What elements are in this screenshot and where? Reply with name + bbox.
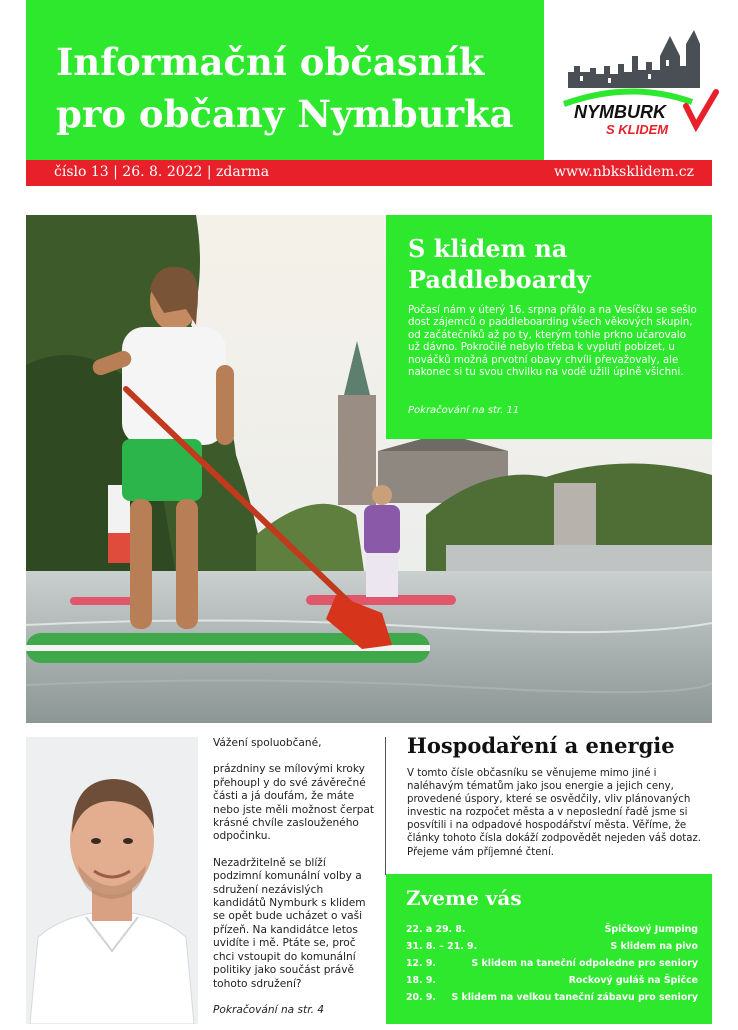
event-date: 20. 9.: [406, 992, 436, 1003]
feature-body: Počasí nám v úterý 16. srpna přálo a na Vesíčku se sešlo dost zájemců o paddleboarding všech věkových skupin, od začátečníků až po ty, kterým tohle prkno učarovalo už dávno. Pokročilé nebylo třeba k vyplutí pobízet, u nováčků možná prvotní obavy chvíli převažovaly, ale nakonec si tu svou chvilku na vodě užili úplně všichni.: [408, 305, 697, 379]
portrait-photo: [26, 737, 198, 1024]
feature-title-line1: S klidem na: [408, 234, 568, 263]
letter-paragraph-2: Nezadržitelně se blíží podzimní komunální volby a sdružení nezávislých kandidátů Nymburk s klidem se opět bude ucházet o vaši přízeň. Na kandidátce letos uvidíte i mě. Ptáte se, proč chci vstoupit do komunální politiky jako součást právě tohoto sdružení?: [213, 856, 366, 990]
event-name: S klidem na velkou taneční zábavu pro seniory: [451, 992, 698, 1003]
column-divider: [385, 737, 386, 875]
letter-paragraph-1: prázdniny se mílovými kroky přehoupl y do své závěrečné části a já doufám, že máte nebo jste měli možnost čerpat krásné chvíle zaslouženého odpočinku.: [213, 763, 375, 843]
logo-word-2: S KLIDEM: [606, 122, 669, 137]
author-portrait: [26, 737, 198, 1024]
events-box: [386, 874, 712, 1024]
letter-greeting: Vážení spoluobčané,: [213, 737, 322, 749]
event-row[interactable]: [406, 924, 698, 940]
event-date: 31. 8. – 21. 9.: [406, 941, 478, 952]
editor-letter: [213, 737, 375, 1030]
nymburk-s-klidem-logo: [560, 26, 720, 146]
issue-info: číslo 13 | 26. 8. 2022 | zdarma: [54, 164, 270, 180]
website-link[interactable]: www.nbksklidem.cz: [553, 164, 694, 180]
event-date: 12. 9.: [406, 958, 436, 969]
article-body: V tomto čísle občasníku se věnujeme mimo jiné i naléhavým tématům jako jsou energie a jejich ceny, provedené úspory, které se osvědčily, vliv plánovaných investic na rozpočet města a v neposlední řadě jsme si posvítili i na odpadové hospodářství města. Věříme, že články tohoto čísla dokáží zodpovědět nejeden váš dotaz. Přejeme vám příjemné čtení.: [407, 768, 702, 858]
event-name: S klidem na taneční odpoledne pro seniory: [471, 958, 698, 969]
feature-continued-link[interactable]: Pokračování na str. 11: [408, 405, 520, 416]
logo-word-1: NYMBURK: [574, 102, 666, 122]
masthead-title-line1: Informační občasník: [56, 40, 485, 84]
events-title: Zveme vás: [406, 886, 522, 910]
event-row[interactable]: [406, 975, 698, 991]
event-name: Rockový guláš na Špičce: [568, 975, 698, 986]
event-row[interactable]: [406, 992, 698, 1008]
article-title: Hospodaření a energie: [407, 733, 675, 758]
event-name: Špičkový Jumping: [604, 924, 698, 935]
feature-title: [408, 233, 698, 295]
masthead-title-line2: pro občany Nymburka: [56, 92, 514, 136]
event-date: 18. 9.: [406, 975, 436, 986]
issue-bar: [26, 160, 712, 186]
letter-continued-link[interactable]: Pokračování na str. 4: [213, 1003, 325, 1016]
event-row[interactable]: [406, 958, 698, 974]
event-row[interactable]: [406, 941, 698, 957]
feature-title-line2: Paddleboardy: [408, 265, 591, 294]
event-date: 22. a 29. 8.: [406, 924, 466, 935]
feature-article-box: [386, 215, 712, 439]
event-name: S klidem na pivo: [610, 941, 698, 952]
